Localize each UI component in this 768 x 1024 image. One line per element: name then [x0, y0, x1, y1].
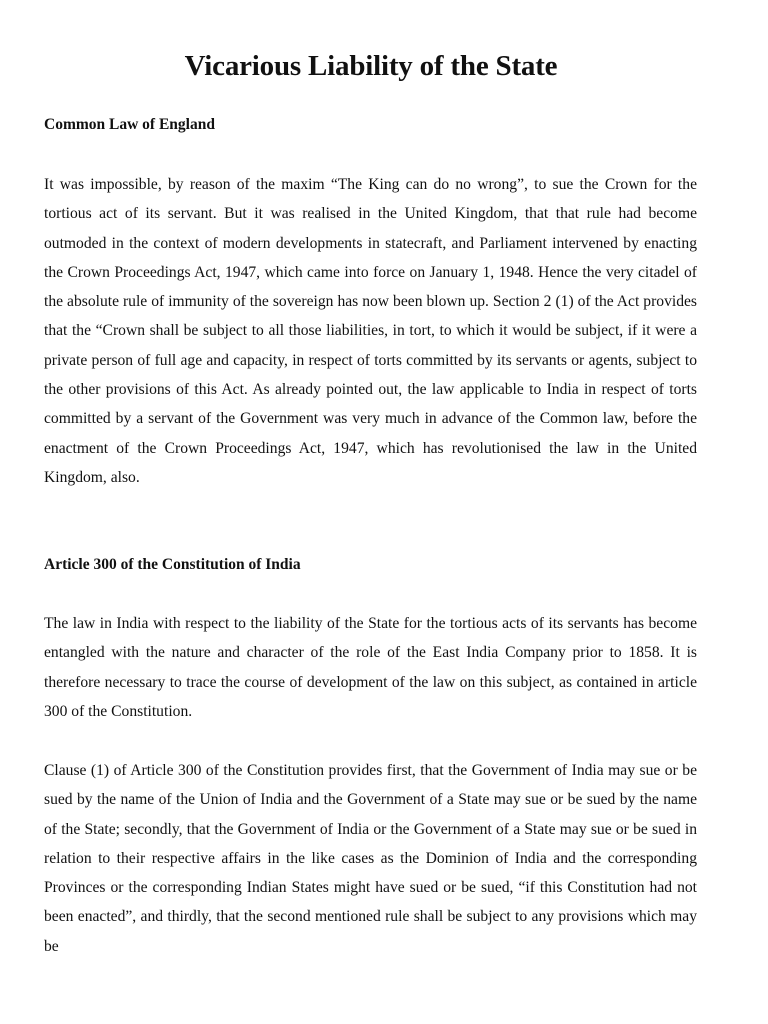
section-heading-article-300: Article 300 of the Constitution of India — [44, 556, 301, 573]
paragraph-article-300-clause-1: Clause (1) of Article 300 of the Constitution provides first, that the Government of India may sue or be sued by the name of the Union of India and the Government of a State may sue or be sued by the name of the State; secondly, that the Government of India or the Government of a State may sue or be sued in relation to their respective affairs in the like cases as the Dominion of India and the corresponding Provinces or the corresponding Indian States might have sued or be sued, “if this Constitution had not been enacted”, and thirdly, that the second mentioned rule shall be subject to any provisions which may be — [44, 762, 697, 955]
section-heading-common-law: Common Law of England — [44, 116, 215, 133]
document-title: Vicarious Liability of the State — [184, 50, 558, 82]
paragraph-article-300-intro: The law in India with respect to the liability of the State for the tortious acts of its servants has become entangled with the nature and character of the role of the East India Company prior to 1858. It is therefore necessary to trace the course of development of the law on this subject, as contained in article 300 of the Constitution. — [44, 615, 697, 720]
paragraph-common-law: It was impossible, by reason of the maxim “The King can do no wrong”, to sue the Crown for the tortious act of its servant. But it was realised in the United Kingdom, that that rule had become outmoded in the context of modern developments in statecraft, and Parliament intervened by enacting the Crown Proceedings Act, 1947, which came into force on January 1, 1948. Hence the very citadel of the absolute rule of immunity of the sovereign has now been blown up. Section 2 (1) of the Act provides that the “Crown shall be subject to all those liabilities, in tort, to which it would be subject, if it were a private person of full age and capacity, in respect of torts committed by its servants or agents, subject to the other provisions of this Act. As already pointed out, the law applicable to India in respect of torts committed by a servant of the Government was very much in advance of the Common law, before the enactment of the Crown Proceedings Act, 1947, which has revolutionised the law in the United Kingdom, also. — [44, 176, 697, 486]
